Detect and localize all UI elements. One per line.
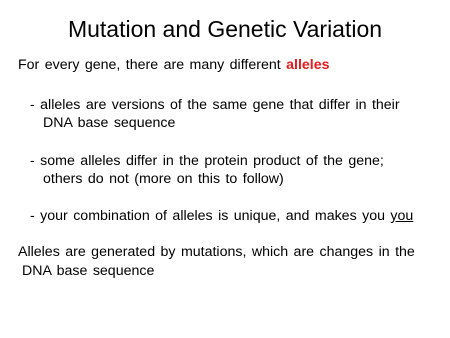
conclusion-line-2: DNA base sequence (22, 263, 155, 279)
bullet-1-line-2: DNA base sequence (43, 115, 176, 131)
intro-line (18, 56, 330, 74)
conclusion-line-1: Alleles are generated by mutations, which are changes in the (18, 244, 415, 260)
alleles-highlight: alleles (286, 57, 330, 73)
bullet-3-line (30, 207, 413, 225)
bullet-1-line-1: - alleles are versions of the same gene that differ in their (30, 97, 400, 113)
you-underlined: you (390, 208, 414, 224)
bullet-2-line-1: - some alleles differ in the protein product of the gene; (30, 153, 384, 169)
slide-title: Mutation and Genetic Variation (67, 16, 383, 42)
bullet-3-text: - your combination of alleles is unique, and makes you (30, 208, 391, 224)
bullet-2-line-2: others do not (more on this to follow) (43, 171, 284, 187)
intro-text: For every gene, there are many different (18, 57, 287, 73)
